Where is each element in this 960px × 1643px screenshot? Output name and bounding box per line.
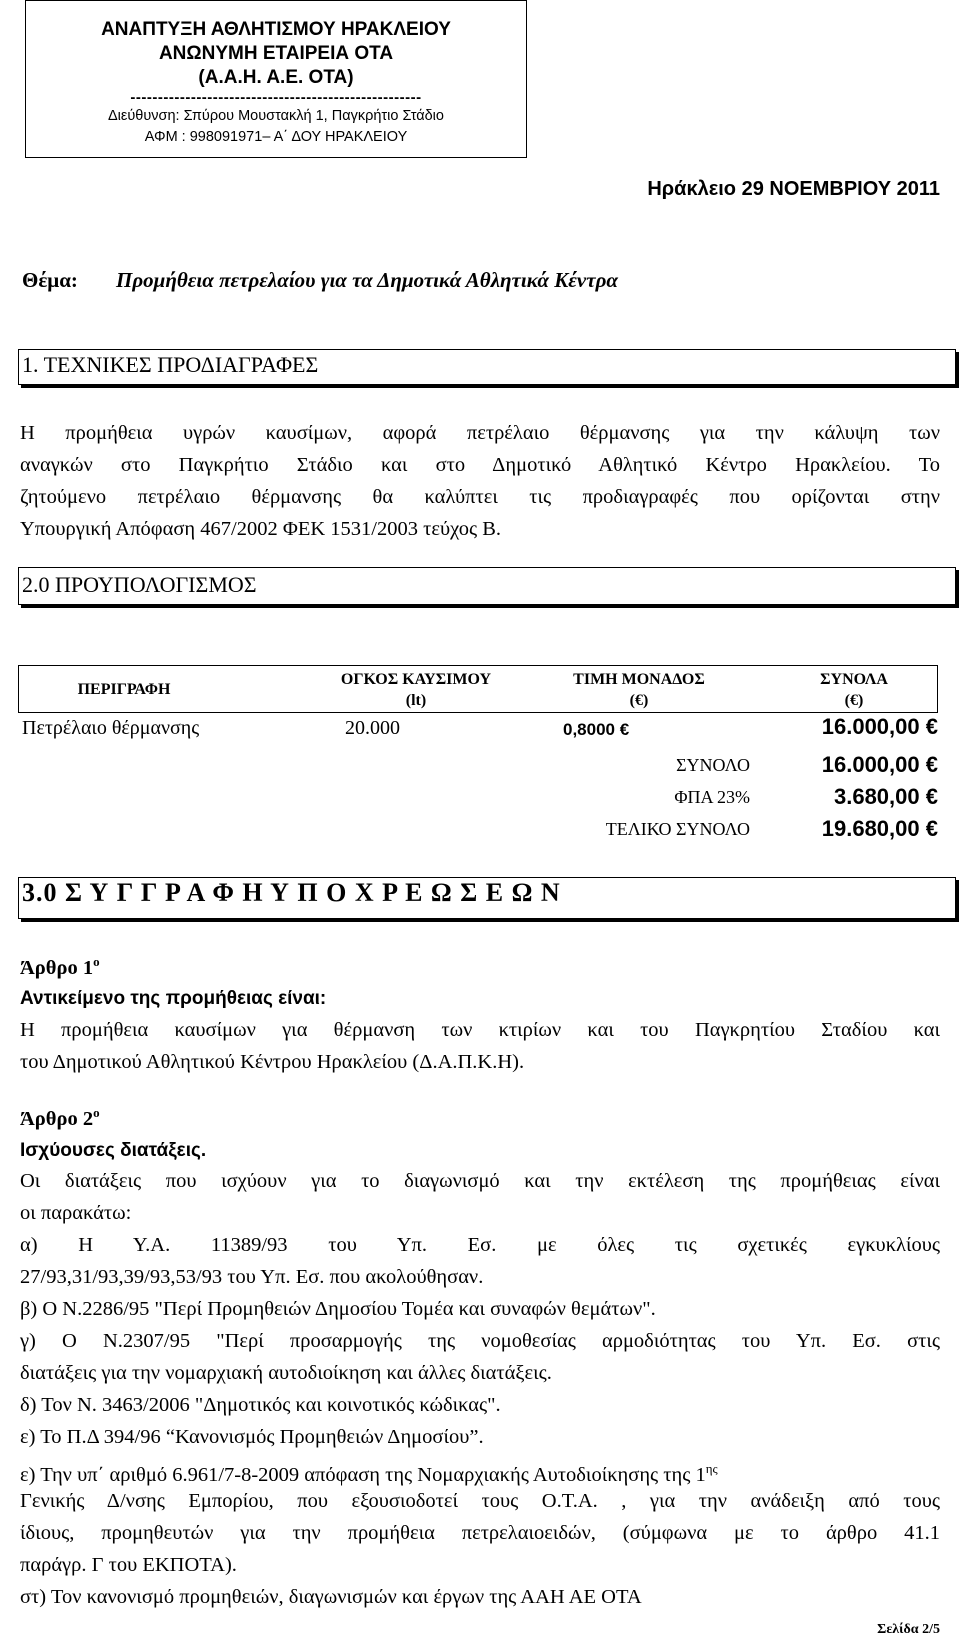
article1-superscript: ο [93, 954, 100, 969]
article2-body [20, 1165, 940, 1613]
budget-table-header [18, 665, 938, 713]
paragraph-line: Υπουργική Απόφαση 467/2002 ΦΕΚ 1531/2003 τεύχος Β. [20, 518, 502, 540]
section3-title: 3.0 Σ Υ Γ Γ Ρ Α Φ Η Υ Π Ο Χ Ρ Ε Ω Σ Ε Ω Ν [22, 878, 561, 907]
article1-paragraph [20, 1014, 940, 1078]
paragraph-line: οι παρακάτω: [20, 1202, 132, 1224]
header-volume-title: ΟΓΚΟΣ ΚΑΥΣΙΜΟΥ [340, 671, 492, 688]
article1-heading [20, 954, 100, 980]
subject-label: Θέμα: [22, 268, 78, 292]
org-name-line1: ΑΝΑΠΤΥΞΗ ΑΘΛΗΤΙΣΜΟΥ ΗΡΑΚΛΕΙΟΥ [101, 19, 451, 40]
header-totals [779, 669, 929, 711]
summary-total [822, 752, 938, 778]
page-number: Σελίδα 2/5 [877, 1622, 940, 1637]
header-unit-price-title: ΤΙΜΗ ΜΟΝΑΔΟΣ [573, 671, 705, 688]
list-item-st: στ) Τον κανονισμό προμηθειών, διαγωνισμών και έργων της ΑΑΗ ΑΕ ΟΤΑ [20, 1586, 642, 1608]
article2-superscript: ο [93, 1105, 100, 1120]
header-volume [301, 669, 531, 711]
org-address: Διεύθυνση: Σπύρου Μουστακλή 1, Παγκρήτιο Στάδιο [108, 108, 444, 124]
row-unit-price [563, 720, 629, 740]
header-volume-unit: (lt) [405, 692, 427, 709]
paragraph-line: Οι διατάξεις που ισχύουν για το διαγωνισμό και την εκτέλεση της προμήθειας είναι [20, 1170, 940, 1192]
list-item-e2-superscript: ης [705, 1461, 718, 1476]
summary-total-value: 16.000,00 [821, 752, 920, 777]
article2-subheading: Ισχύουσες διατάξεις. [20, 1140, 207, 1161]
header-unit-price-unit: (€) [629, 692, 649, 709]
row-total-value: 16.000,00 [821, 714, 920, 739]
summary-grand-total [822, 816, 938, 842]
list-item-c-cont: διατάξεις για την νομαρχιακή αυτοδιοίκηση και άλλες διατάξεις. [20, 1362, 552, 1384]
list-item-e2-cont: παράγρ. Γ του ΕΚΠΟΤΑ). [20, 1554, 237, 1576]
list-item-e2 [20, 1453, 940, 1485]
euro-icon: € [925, 752, 938, 777]
section2-title: 2.0 ΠΡΟΥΠΟΛΟΓΙΣΜΟΣ [22, 572, 257, 597]
list-item-c: γ) Ο Ν.2307/95 "Περί προσαρμογής της νομοθεσίας αρμοδιότητας του Υπ. Εσ. στις [20, 1330, 940, 1352]
paragraph-line: του Δημοτικού Αθλητικού Κέντρου Ηρακλείου (Δ.Α.Π.Κ.Η). [20, 1051, 525, 1073]
org-name-line3: (Α.Α.Η. Α.Ε. ΟΤΑ) [198, 67, 354, 88]
article2-heading [20, 1105, 100, 1131]
document-date: Ηράκλειο 29 ΝΟΕΜΒΡΙΟΥ 2011 [647, 178, 940, 200]
header-totals-title: ΣΥΝΟΛΑ [820, 671, 888, 688]
list-item-e2-text: ε) Την υπ΄ αριθμό 6.961/7-8-2009 απόφαση της Νομαρχιακής Αυτοδιοίκησης της 1 [20, 1463, 706, 1486]
org-tax-id: ΑΦΜ : 998091971– Α΄ ΔΟΥ ΗΡΑΚΛΕΙΟΥ [144, 129, 408, 145]
summary-label-total: ΣΥΝΟΛΟ [676, 755, 750, 775]
section1-paragraph [20, 417, 940, 545]
header-unit-price [539, 669, 739, 711]
article2-heading-text: Άρθρο 2 [20, 1107, 94, 1130]
row-unit-price-value: 0,8000 [563, 720, 615, 739]
list-item-e2-cont: Γενικής Δ/νσης Εμπορίου, που εξουσιοδοτεί τους Ο.Τ.Α. , για την ανάδειξη από τους [20, 1490, 940, 1512]
summary-vat [834, 784, 938, 810]
list-item-e: ε) Το Π.Δ 394/96 “Κανονισμός Προμηθειών Δημοσίου”. [20, 1426, 484, 1448]
header-separator: ----------------------------------------------------- [130, 89, 422, 106]
euro-icon: € [925, 784, 938, 809]
article1-subheading: Αντικείμενο της προμήθειας είναι: [20, 988, 327, 1009]
list-item-b: β) Ο Ν.2286/95 "Περί Προμηθειών Δημοσίου Τομέα και συναφών θεμάτων". [20, 1298, 656, 1320]
article1-heading-text: Άρθρο 1 [20, 956, 94, 979]
list-item-d: δ) Τον Ν. 3463/2006 "Δημοτικός και κοινοτικός κώδικας". [20, 1394, 501, 1416]
euro-icon: € [925, 714, 938, 739]
org-name-line2: ΑΝΩΝΥΜΗ ΕΤΑΙΡΕΙΑ ΟΤΑ [158, 43, 394, 64]
row-volume: 20.000 [345, 717, 400, 739]
paragraph-line: Η προμήθεια καυσίμων για θέρμανση των κτιρίων και του Παγκρητίου Σταδίου και [20, 1019, 940, 1041]
summary-vat-value: 3.680,00 [833, 784, 920, 809]
row-description: Πετρέλαιο θέρμανσης [22, 717, 200, 739]
paragraph-line: αναγκών στο Παγκρήτιο Στάδιο και στο Δημοτικό Αθλητικό Κέντρο Ηρακλείου. Το [20, 454, 940, 476]
euro-icon: € [925, 816, 938, 841]
summary-label-vat: ΦΠΑ 23% [674, 787, 750, 807]
paragraph-line: ζητούμενο πετρέλαιο θέρμανσης θα καλύπτει τις προδιαγραφές που ορίζονται στην [20, 486, 940, 508]
summary-label-grand-total: ΤΕΛΙΚΟ ΣΥΝΟΛΟ [605, 819, 750, 839]
section1-title: 1. ΤΕΧΝΙΚΕΣ ΠΡΟΔΙΑΓΡΑΦΕΣ [22, 352, 319, 377]
header-totals-unit: (€) [844, 692, 864, 709]
organization-header-box [25, 0, 527, 158]
subject-text: Προμήθεια πετρελαίου για τα Δημοτικά Αθλητικά Κέντρα [116, 268, 619, 292]
header-description: ΠΕΡΙΓΡΑΦΗ [77, 681, 171, 698]
list-item-a-cont: 27/93,31/93,39/93,53/93 του Υπ. Εσ. που ακολούθησαν. [20, 1266, 484, 1288]
row-total [822, 714, 938, 740]
summary-grand-total-value: 19.680,00 [821, 816, 920, 841]
paragraph-line: Η προμήθεια υγρών καυσίμων, αφορά πετρέλαιο θέρμανσης για την κάλυψη των [20, 422, 940, 444]
list-item-a: α) Η Υ.Α. 11389/93 του Υπ. Εσ. με όλες τις σχετικές εγκυκλίους [20, 1234, 940, 1256]
list-item-e2-cont: ίδιους, προμηθευτών για την προμήθεια πετρελαιοειδών, (σύμφωνα με το άρθρο 41.1 [20, 1522, 940, 1544]
euro-icon: € [619, 720, 630, 739]
